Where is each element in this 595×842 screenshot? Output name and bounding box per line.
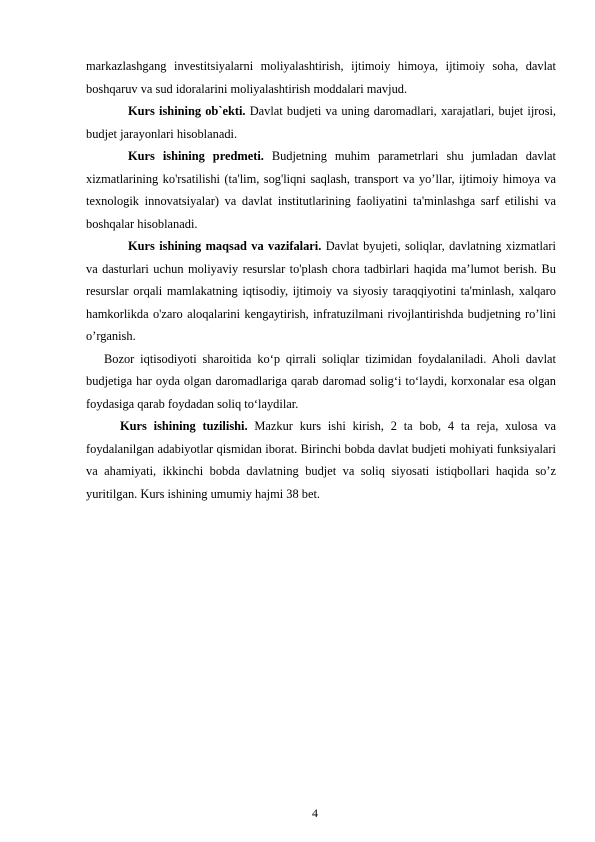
- paragraph-subject: [86, 145, 556, 235]
- section-heading-subject: Kurs ishining predmeti.: [128, 149, 264, 163]
- paragraph-goals: [86, 235, 556, 348]
- page-number: 4: [312, 806, 318, 820]
- document-body: [86, 55, 556, 505]
- paragraph-object: [86, 100, 556, 145]
- paragraph-text: markazlashgang investitsiyalarni moliyalashtirish, ijtimoiy himoya, ijtimoiy soha, davlat boshqaruv va sud idoralarini moliyalashtirish moddalari mavjud.: [86, 59, 556, 96]
- paragraph-text: Budjetning muhim parametrlari shu jumladan davlat xizmatlarining ko'rsatilishi (ta'lim, sog'liqni saqlash, transport va yo’llar, ijtimoiy himoya va texnologik innovatsiyalar) va davlat institutlarining faoliyatini ta'minlashga sarf etilishi va boshqalar hisoblanadi.: [86, 149, 556, 231]
- section-heading-structure: Kurs ishining tuzilishi.: [120, 419, 248, 433]
- paragraph-text: Davlat budjeti va uning daromadlari, xarajatlari, bujet ijrosi, budjet jarayonlari hisoblanadi.: [86, 104, 556, 141]
- paragraph-funding-items: [86, 55, 556, 100]
- section-heading-goals: Kurs ishining maqsad va vazifalari.: [128, 239, 322, 253]
- section-heading-object: Kurs ishining ob`ekti.: [128, 104, 246, 118]
- paragraph-text: Mazkur kurs ishi kirish, 2 ta bob, 4 ta reja, xulosa va foydalanilgan adabiyotlar qismidan iborat. Birinchi bobda davlat budjeti mohiyati funksiyalari va ahamiyati, ikkinchi bobda davlatning budjet va soliq siyosati istiqbollari haqida so’z yuritilgan. Kurs ishining umumiy hajmi 38 bet.: [86, 419, 556, 501]
- paragraph-tax-system: [86, 348, 556, 416]
- paragraph-text: Davlat byujeti, soliqlar, davlatning xizmatlari va dasturlari uchun moliyaviy resurslar to'plash chora tadbirlari haqida ma’lumot berish. Bu resurslar orqali mamlakatning iqtisodiy, ijtimoiy va siyosiy taraqqiyotini ta'minlash, xalqaro hamkorlikda o'zaro aloqalarini kengaytirish, infratuzilmani rivojlantirishda budjetning ro’lini o’rganish.: [86, 239, 556, 343]
- paragraph-text: Bozor iqtisodiyoti sharoitida ko‘p qirrali soliqlar tizimidan foydalaniladi. Aholi davlat budjetiga har oyda olgan daromadlariga qarab daromad solig‘i to‘laydi, korxonalar esa olgan foydasiga qarab foydadan soliq to‘laydilar.: [86, 351, 556, 411]
- paragraph-structure: [86, 415, 556, 505]
